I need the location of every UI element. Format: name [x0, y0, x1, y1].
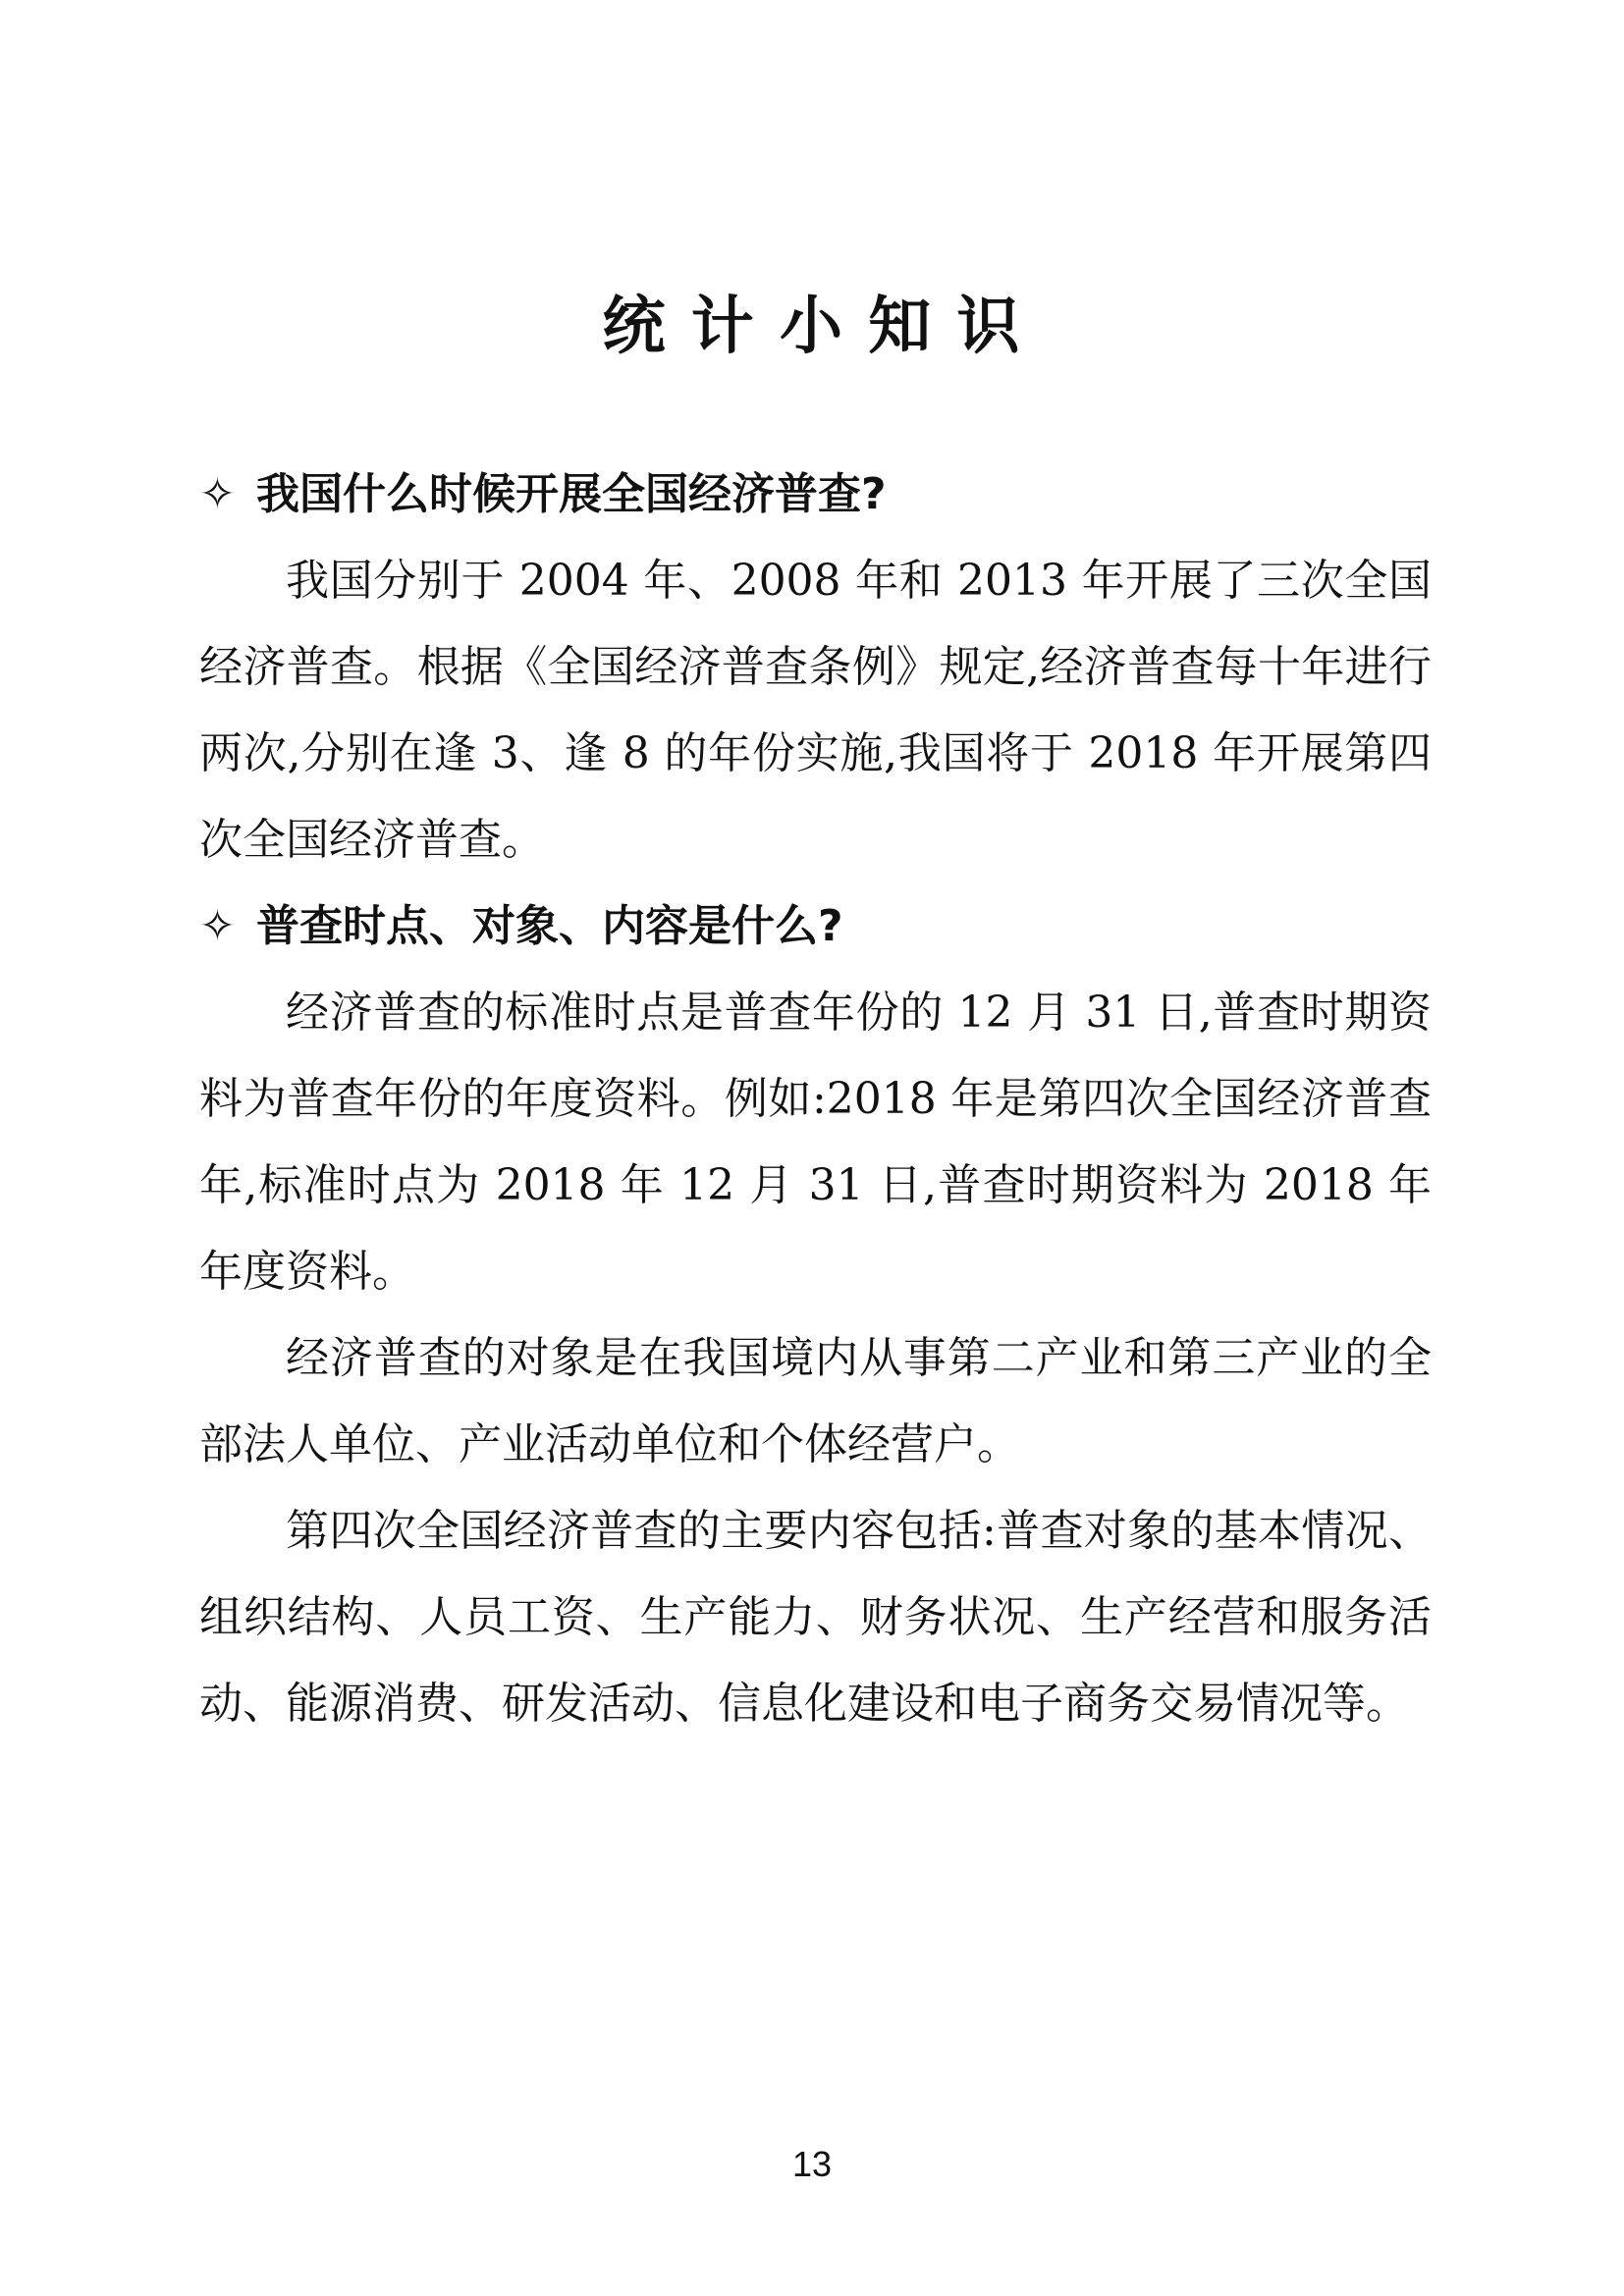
- page-title: 统 计 小 知 识: [602, 291, 1022, 363]
- body-paragraph: 第四次全国经济普查的主要内容包括:普查对象的基本情况、组织结构、人员工资、生产能力、财务状况、生产经营和服务活动、能源消费、研发活动、信息化建设和电子商务交易情况等。: [199, 1506, 1432, 1729]
- body-paragraph: 经济普查的对象是在我国境内从事第二产业和第三产业的全部法人单位、产业活动单位和个体经营户。: [199, 1333, 1432, 1469]
- section-heading: [199, 452, 1432, 538]
- diamond-bullet-icon: ✧: [199, 901, 236, 951]
- diamond-bullet-icon: ✧: [199, 469, 236, 519]
- section-census-scope: [199, 883, 1432, 1747]
- section-census-timing: [199, 452, 1432, 883]
- section-heading-text: 我国什么时候开展全国经济普查?: [256, 469, 887, 519]
- page-content: [199, 452, 1432, 1747]
- section-heading-text: 普查时点、对象、内容是什么?: [256, 901, 843, 951]
- page-number: 13: [791, 2144, 833, 2184]
- section-heading: [199, 883, 1432, 970]
- body-paragraph: 经济普查的标准时点是普查年份的 12 月 31 日,普查时期资料为普查年份的年度资料。例如:2018 年是第四次全国经济普查年,标准时点为 2018 年 12 月 31 日,普查时期资料为 2018 年年度资料。: [199, 988, 1432, 1297]
- body-paragraph: 我国分别于 2004 年、2008 年和 2013 年开展了三次全国经济普查。根据《全国经济普查条例》规定,经济普查每十年进行两次,分别在逢 3、逢 8 的年份实施,我国将于 2018 年开展第四次全国经济普查。: [199, 556, 1432, 865]
